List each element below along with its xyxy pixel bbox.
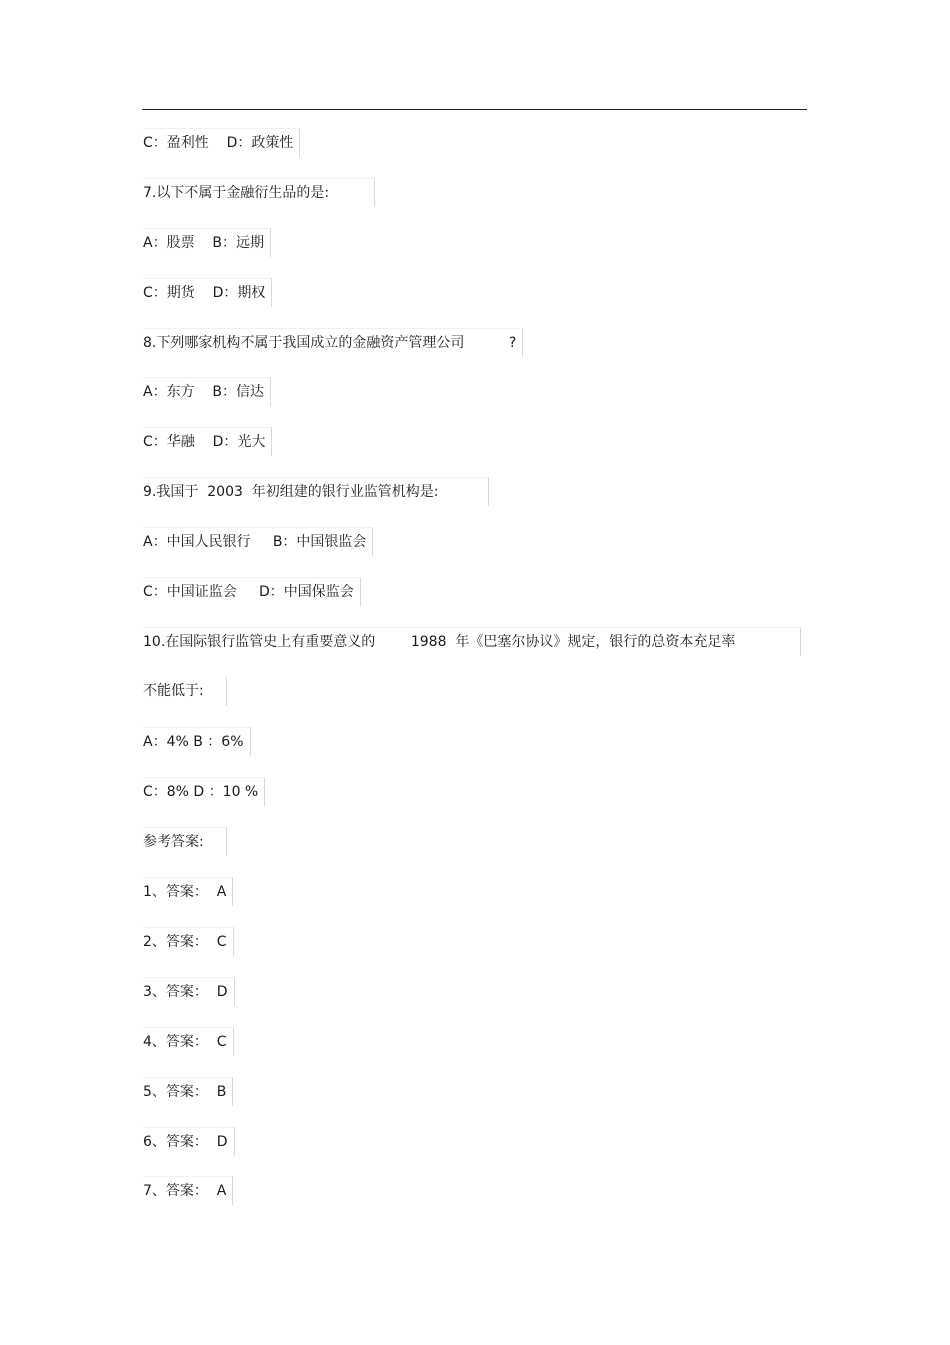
q7-options-cd: C：期货 D：期权	[143, 278, 272, 307]
answer-item-6: 6、答案： D	[143, 1127, 235, 1156]
answer-item-1: 1、答案： A	[143, 877, 233, 906]
header-rule	[142, 109, 807, 110]
q9-question: 9.我国于 2003 年初组建的银行业监管机构是:	[143, 477, 489, 506]
answers-heading: 参考答案:	[143, 827, 227, 856]
answer-item-4: 4、答案： C	[143, 1027, 234, 1056]
q6-options-cd: C：盈利性 D：政策性	[143, 128, 300, 157]
q9-options-cd: C：中国证监会 D：中国保监会	[143, 577, 361, 606]
answer-item-3: 3、答案： D	[143, 977, 235, 1006]
answer-item-5: 5、答案： B	[143, 1077, 233, 1106]
q8-options-ab: A：东方 B：信达	[143, 377, 271, 406]
answer-item-2: 2、答案： C	[143, 927, 234, 956]
q10-options-cd: C：8% D ：10 %	[143, 777, 265, 806]
q10-question: 10.在国际银行监管史上有重要意义的 1988 年《巴塞尔协议》规定，银行的总资本充足率	[143, 627, 801, 656]
q9-options-ab: A：中国人民银行 B：中国银监会	[143, 527, 373, 556]
q10-question-continued: 不能低于:	[143, 677, 227, 706]
q7-question: 7.以下不属于金融衍生品的是:	[143, 178, 375, 207]
q8-question: 8.下列哪家机构不属于我国成立的金融资产管理公司 ?	[143, 328, 523, 357]
q10-options-ab: A：4% B ：6%	[143, 727, 251, 756]
q7-options-ab: A：股票 B：远期	[143, 228, 271, 257]
q8-options-cd: C：华融 D：光大	[143, 427, 272, 456]
answer-item-7: 7、答案： A	[143, 1176, 233, 1205]
